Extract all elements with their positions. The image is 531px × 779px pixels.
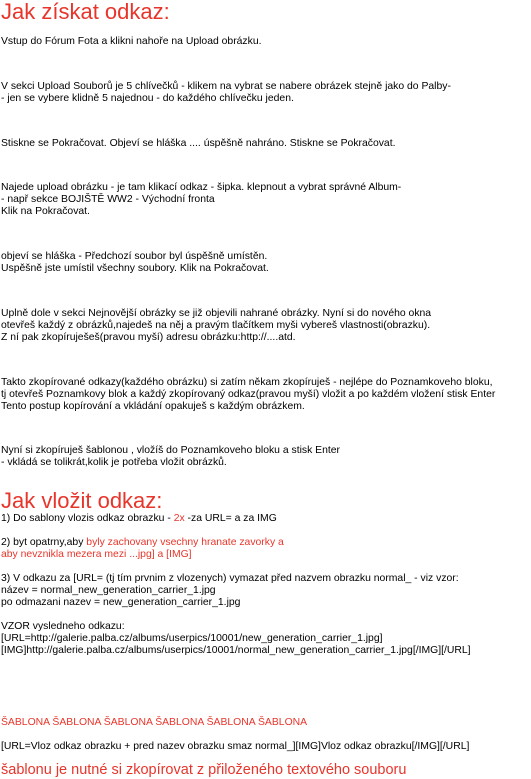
step-2-highlight-line2: aby nevznikla mezera mezi ...jpg] a [IMG] [1, 549, 192, 561]
spacer [1, 58, 531, 70]
step-3-line-3: po odmazani nazev = new_generation_carrier_1.jpg [1, 597, 241, 609]
instruction-line: Takto zkopírované odkazy(každého obrázku) si zatím někam zkopíruješ - nejlépe do Poznamkoveho bloku, [1, 376, 493, 388]
spacer [1, 354, 531, 366]
spacer [1, 115, 531, 127]
spacer [1, 160, 531, 172]
section1-body [1, 36, 531, 469]
instruction-line: - např sekce BOJIŠTĚ WW2 - Východní fronta [1, 194, 215, 206]
template-heading: ŠABLONA ŠABLONA ŠABLONA ŠABLONA ŠABLONA ŠABLONA [1, 717, 308, 729]
spacer [1, 525, 531, 537]
instruction-line: objeví se hláška - Předchozí soubor byl úspěšně umístěn. [1, 251, 268, 263]
step-1-text-end: -za URL= a za IMG [184, 513, 277, 525]
spacer [1, 609, 531, 621]
template-code: [URL=Vloz odkaz obrazku + pred nazev obrazku smaz normal_][IMG]Vloz odkaz obrazku[/IMG][/URL] [1, 741, 470, 753]
instruction-line: Uspěšně jste umístil všechny soubory. Klik na Pokračovat. [1, 263, 269, 275]
instruction-line: Najede upload obrázku - je tam klikací odkaz - šipka. klepnout a vybrat správné Album- [1, 182, 402, 194]
section-title-insert-link: Jak vložit odkaz: [1, 488, 163, 514]
spacer [1, 24, 531, 36]
instruction-line: Vstup do Fórum Fota a klikni nahoře na Upload obrázku. [1, 36, 262, 47]
step-3-line-2: název = normal_new_generation_carrier_1.jpg [1, 585, 216, 597]
step-2-highlight: byly zachovany vsechny hranate zavorky a [86, 537, 284, 549]
example-url-line: [URL=http://galerie.palba.cz/albums/userpics/10001/new_generation_carrier_1.jpg] [1, 633, 383, 645]
instruction-line: Tento postup kopírování a vkládání opakuješ s každým obrázkem. [1, 400, 305, 412]
spacer [1, 423, 531, 435]
step-2 [1, 537, 531, 549]
template-note: šablonu je nutné si zkopírovat z přiloženého textového souboru [1, 762, 407, 779]
instruction-line: Z ní pak zkopíruješeš(pravou myší) adresu obrázku:http://....atd. [1, 331, 296, 343]
step-1-highlight: 2x [173, 513, 185, 525]
instruction-line: otevřeš každý z obrázků,najedeš na něj a pravým tlačítkem myši vybereš vlastnosti(obrazku). [1, 319, 431, 331]
step-1 [1, 513, 531, 525]
step-2-text: 2) byt opatrny,aby [1, 537, 87, 549]
spacer [1, 657, 531, 717]
spacer [1, 229, 531, 241]
instruction-line: Nyní si zkopíruješ šablonou , vložíš do Poznamkoveho bloku a stisk Enter [1, 445, 341, 457]
instruction-line: Stiskne se Pokračovat. Objeví se hláška .... úspěšně nahráno. Stiskne se Pokračovat. [1, 137, 396, 149]
instruction-line: tj otevřeš Poznamkovy blok a každý zkopírovaný odkaz(pravou myší) vložit a po každém vložení stisk Enter [1, 388, 496, 400]
example-img-line: [IMG]http://galerie.palba.cz/albums/userpics/10001/normal_new_generation_carrier_1.jpg[/IMG][/URL] [1, 645, 471, 657]
instruction-line: - jen se vybere klidně 5 najednou - do každého chlívečku jeden. [1, 92, 294, 104]
spacer [1, 561, 531, 573]
spacer [1, 286, 531, 298]
section-title-get-link: Jak získat odkaz: [1, 0, 170, 24]
instruction-line: Klik na Pokračovat. [1, 206, 90, 218]
step-1-text: 1) Do sablony vlozis odkaz obrazku - [1, 513, 174, 525]
instruction-line: - vkládá se tolikrát,kolik je potřeba vložit obrázků. [1, 457, 227, 469]
example-heading: VZOR vysledneho odkazu: [1, 621, 125, 633]
instruction-line: Uplně dole v sekci Nejnovější obrázky se již objevili nahrané obrázky. Nyní si do nového okna [1, 307, 432, 319]
step-3-line-1: 3) V odkazu za [URL= (tj tím prvnim z vlozenych) vymazat před nazvem obrazku normal_ - viz vzor: [1, 573, 459, 585]
spacer [1, 729, 531, 741]
instruction-line: V sekci Upload Souborů je 5 chlívečků - klikem na vybrat se nabere obrázek stejně jako do Palby- [1, 80, 451, 92]
